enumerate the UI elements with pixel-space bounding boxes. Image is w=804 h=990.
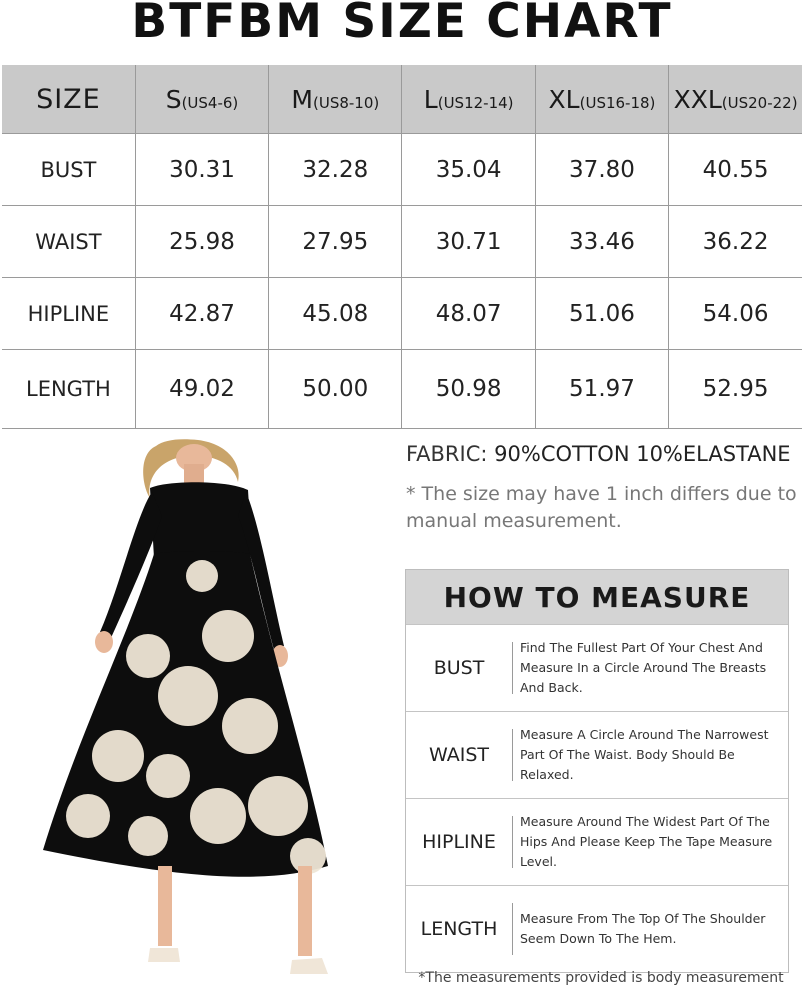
model-shoe-right [290,958,328,974]
table-cell: 35.04 [402,134,535,206]
table-row [2,278,802,350]
row-label-waist: WAIST [2,206,135,278]
divider [512,816,513,868]
table-cell: 36.22 [669,206,802,278]
divider [512,903,513,955]
table-cell: 32.28 [269,134,402,206]
row-label-hipline: HIPLINE [2,278,135,350]
model-shoe-left [148,948,180,962]
table-row [2,134,802,206]
table-cell: 49.02 [135,350,268,429]
divider [512,729,513,781]
size-note: * The size may have 1 inch differs due to manual measurement. [406,483,797,532]
size-header-row [2,65,802,134]
size-header-m [269,65,402,134]
measure-label: HIPLINE [422,831,496,853]
table-cell: 27.95 [269,206,402,278]
how-to-measure-title: HOW TO MEASURE [406,570,788,624]
size-chart-table [2,65,802,429]
measure-label: WAIST [428,744,489,766]
size-name: M [291,84,313,114]
table-row [2,350,802,429]
footnote: *The measurements provided is body measurement [418,970,784,986]
size-us-range: (US20-22) [721,93,798,112]
measure-label: LENGTH [420,918,498,940]
size-header-label: SIZE [2,65,135,134]
measure-row-bust [406,624,788,711]
table-cell: 40.55 [669,134,802,206]
table-cell: 45.08 [269,278,402,350]
size-us-range: (US12-14) [437,93,514,112]
measure-label: BUST [433,657,485,679]
size-name: L [423,84,438,114]
table-cell: 52.95 [669,350,802,429]
table-cell: 51.97 [535,350,668,429]
size-us-range: (US16-18) [579,93,656,112]
how-to-measure-panel [405,569,789,973]
table-cell: 37.80 [535,134,668,206]
model-photo [38,436,358,984]
model-hand-left [95,631,113,653]
table-cell: 42.87 [135,278,268,350]
measure-description: Measure From The Top Of The Shoulder Seem Down To The Hem. [520,911,766,946]
table-row [2,206,802,278]
table-cell: 51.06 [535,278,668,350]
model-top [150,482,252,558]
row-label-length: LENGTH [2,350,135,429]
size-us-range: (US8-10) [312,93,380,112]
table-cell: 50.98 [402,350,535,429]
page-title: BTFBM SIZE CHART [131,0,673,49]
measure-description: Find The Fullest Part Of Your Chest And Measure In a Circle Around The Breasts And Back. [520,640,767,695]
table-cell: 50.00 [269,350,402,429]
measure-row-length [406,885,788,972]
table-cell: 25.98 [135,206,268,278]
size-header-xl [535,65,668,134]
fabric-label: FABRIC: [406,442,488,466]
table-cell: 54.06 [669,278,802,350]
size-name: XL [548,84,580,114]
table-cell: 30.31 [135,134,268,206]
model-leg-left [158,866,172,946]
measure-row-hipline [406,798,788,885]
measure-description: Measure Around The Widest Part Of The Hips And Please Keep The Tape Measure Level. [520,814,773,869]
row-label-bust: BUST [2,134,135,206]
size-header-l [402,65,535,134]
divider [512,642,513,694]
measure-description: Measure A Circle Around The Narrowest Part Of The Waist. Body Should Be Relaxed. [520,727,769,782]
table-cell: 30.71 [402,206,535,278]
size-header-s [135,65,268,134]
size-name: S [165,84,182,114]
model-leg-right [298,866,312,956]
fabric-value: 90%COTTON 10%ELASTANE [494,442,791,466]
size-header-xxl [669,65,802,134]
fabric-info [406,442,791,466]
table-cell: 33.46 [535,206,668,278]
table-cell: 48.07 [402,278,535,350]
size-us-range: (US4-6) [181,93,239,112]
size-name: XXL [673,84,722,114]
measure-row-waist [406,711,788,798]
